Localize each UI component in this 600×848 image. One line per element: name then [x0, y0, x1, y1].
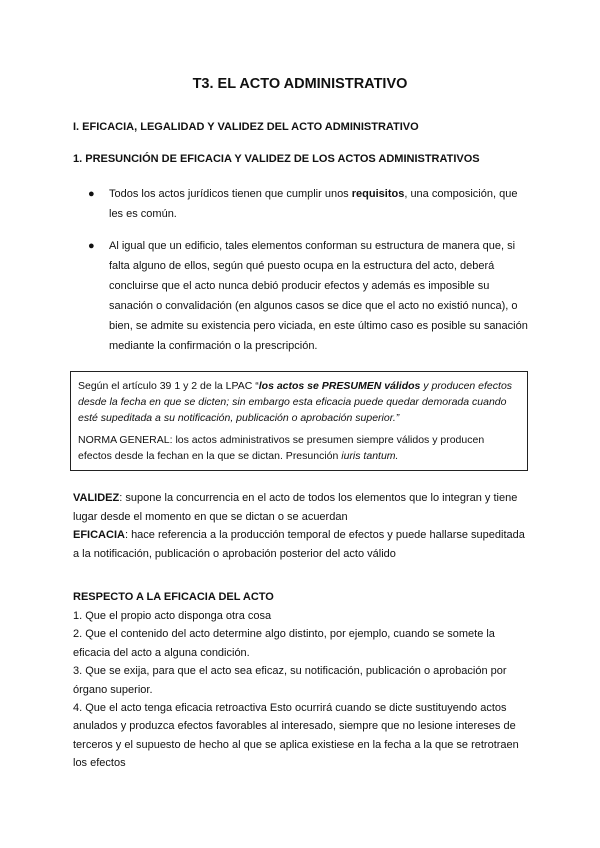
list-item: 4. Que el acto tenga eficacia retroactiva Esto ocurrirá cuando se dicte sustituyendo actos anulados y produzca efectos favorables al interesado, siempre que no lesione intereses de terceros y el supuesto de hecho al que se aplica existiese en la fecha a la que se retrotraen los efectos	[73, 702, 519, 770]
definitions-block	[73, 489, 533, 563]
respecto-heading: RESPECTO A LA EFICACIA DEL ACTO	[73, 591, 274, 603]
document-title: T3. EL ACTO ADMINISTRATIVO	[192, 76, 408, 92]
general-rule-paragraph: NORMA GENERAL: los actos administrativos se presumen siempre válidos y producen efectos desde la fechan en la que se dictan. Presunción iuris tantum.	[78, 434, 485, 462]
subsection-heading: 1. PRESUNCIÓN DE EFICACIA Y VALIDEZ DE LOS ACTOS ADMINISTRATIVOS	[73, 153, 480, 165]
eficacia-definition: EFICACIA: hace referencia a la producción temporal de efectos y puede hallarse supeditada a la notificación, publicación o aprobación posterior del acto válido	[73, 529, 525, 560]
bullet-icon: ●	[88, 240, 95, 252]
section-heading: I. EFICACIA, LEGALIDAD Y VALIDEZ DEL ACTO ADMINISTRATIVO	[73, 121, 419, 133]
list-item: 3. Que se exija, para que el acto sea eficaz, su notificación, publicación o aprobación por órgano superior.	[73, 665, 507, 696]
eficacia-list	[73, 607, 533, 773]
list-item: 1. Que el propio acto disponga otra cosa	[73, 610, 272, 622]
quote-paragraph: Según el artículo 39 1 y 2 de la LPAC “los actos se PRESUMEN válidos y producen efectos desde la fecha en que se dicten; sin embargo esta eficacia puede quedar demorada cuando esté supeditada a su notificación, publicación o aprobación superior.”	[78, 380, 513, 424]
validez-definition: VALIDEZ: supone la concurrencia en el acto de todos los elementos que lo integran y tiene lugar desde el momento en que se dictan o se acuerdan	[73, 492, 518, 523]
legal-quote-box	[70, 371, 528, 471]
bullet-icon: ●	[88, 188, 95, 200]
bold-term: requisitos	[351, 188, 405, 200]
list-item: 2. Que el contenido del acto determine algo distinto, por ejemplo, cuando se somete la eficacia del acto a alguna condición.	[73, 628, 495, 659]
document-page: T3. EL ACTO ADMINISTRATIVO I. EFICACIA, LEGALIDAD Y VALIDEZ DEL ACTO ADMINISTRATIVO 1. PRESUNCIÓN DE EFICACIA Y VALIDEZ DE LOS ACTOS ADMINISTRATIVOS ● Todos los actos jurídicos tienen que cumplir unos requisitos, una composición, que les es común. ● Al igual que un edificio, tales elementos conforman su estructura de manera que, si falta alguno de ellos, según qué puesto ocupa en la estructura del acto, deberá concluirse que el acto nunca debió producir efectos y además es imposible su sanación o convalidación (en algunos casos se dice que el acto no existió nunca), o bien, se admite su existencia pero viciada, en este último caso es posible su sanación mediante la confirmación o la prescripción. Según el artículo 39 1 y 2 de la LPAC “los actos se PRESUMEN válidos y producen efectos desde la fecha en que se dicten; sin embargo esta eficacia puede quedar demorada cuando esté supeditada a su notificación, publicación o aprobación superior.” NORMA GENERAL: los actos administrativos se presumen siempre válidos y producen efectos desde la fechan en la que se dictan. Presunción iuris tantum. VALIDEZ: supone la concurrencia en el acto de todos los elementos que lo integran y tiene lugar desde el momento en que se dictan o se acuerdan EFICACIA: hace referencia a la producción temporal de efectos y puede hallarse supeditada a la notificación, publicación o aprobación posterior del acto válido RESPECTO A LA EFICACIA DEL ACTO 1. Que el propio acto disponga otra cosa 2. Que el contenido del acto determine algo distinto, por ejemplo, cuando se somete la eficacia del acto a alguna condición. 3. Que se exija, para que el acto sea eficaz, su notificación, publicación o aprobación por órgano superior. 4. Que el acto tenga eficacia retroactiva Esto ocurrirá cuando se dicte sustituyendo actos anulados y produzca efectos favorables al interesado, siempre que no lesione intereses de terceros y el supuesto de hecho al que se aplica existiese en la fecha a la que se retrotraen los efectos	[0, 0, 600, 848]
